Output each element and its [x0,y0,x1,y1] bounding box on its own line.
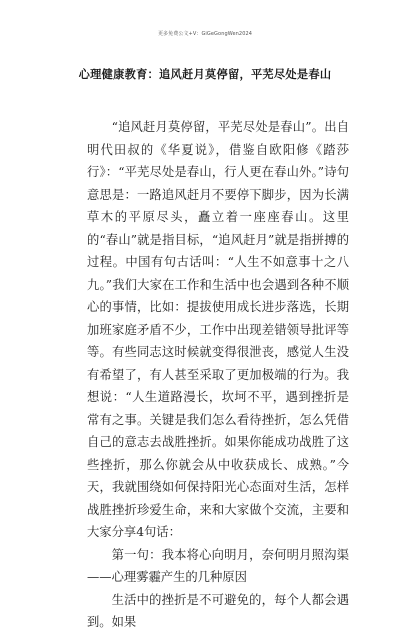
body-paragraph: 生活中的挫折是不可避免的，每个人都会遇到。如果 [87,592,349,629]
body-paragraph: “追风赶月莫停留，平芜尽处是春山”。出自明代田叔的《华夏说》，借鉴自欧阳修《踏莎行》：“平芜尽处是春山，行人更在春山外。”诗句意思是：一路追风赶月不要停下脚步，因为长满草木的平原尽头，矗立着一座座春山。这里的“春山”就是指目标，“追风赶月”就是指拼搏的过程。中国有句古话叫：“人生不如意事十之八九。”我们大家在工作和生活中也会遇到各种不顺心的事情，比如：提拔使用成长进步落选，长期加班家庭矛盾不少，工作中出现差错领导批评等等。有些同志这时候就变得很泄丧，感觉人生没有希望了，有人甚至采取了更加极端的行为。我想说：“人生道路漫长，坎坷不平，遇到挫折是常有之事。关键是我们怎么看待挫折，怎么凭借自己的意志去战胜挫折。如果你能成功战胜了这些挫折，那么你就会从中收获成长、成熟。”今天，我就围绕如何保持阳光心态面对生活，怎样战胜挫折珍爱生命，来和大家做个交流，主要和大家分享4句话： [87,120,349,539]
document-body [87,116,349,634]
header-watermark: 更多免费公文+V：GiGeGongWen2024 [157,31,253,37]
document-title: 心理健康教育：追风赶月莫停留，平芜尽处是春山 [78,68,332,81]
body-paragraph: 第一句：我本将心向明月，奈何明月照沟渠——心理雾霾产生的几种原因 [87,547,349,584]
